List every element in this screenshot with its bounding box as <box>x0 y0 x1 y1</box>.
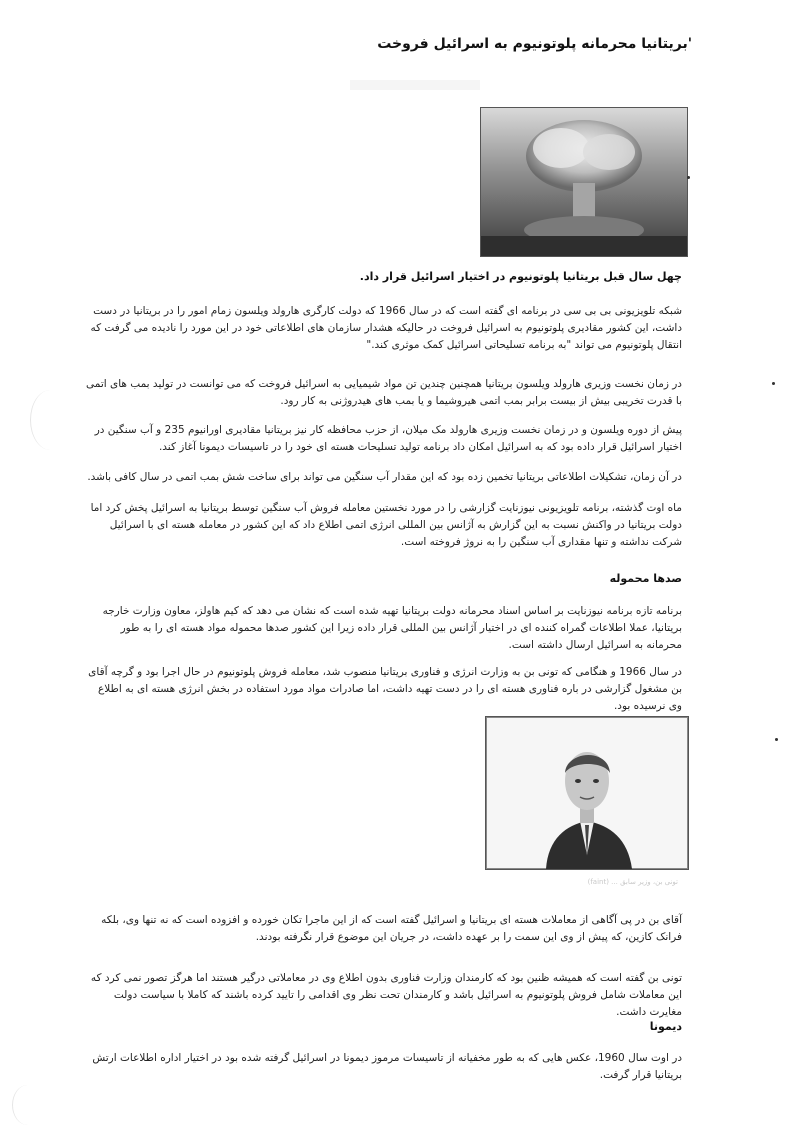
paragraph: آقای بن در پی آگاهی از معاملات هسته ای بریتانیا و اسرائیل گفته است که از این ماجرا تکان خورده و افزوده است که نه تنها وی، بلکه فرانک کازین، که پیش از وی این سمت را بر عهده داشت، در جریان این موضوع قرار نگرفته بودند. <box>101 914 682 943</box>
section-heading: دیمونا <box>649 1020 682 1033</box>
scan-dot <box>772 382 775 385</box>
paragraph: ماه اوت گذشته، برنامه تلویزیونی نیوزنایت گزارشی را در مورد نخستین معامله فروش آب سنگین توسط بریتانیا به اسرائیل پخش کرد اما دولت بریتانیا در واکنش نسبت به این گزارش به آژانس بین المللی انرژی اتمی اطلاع داد که این کشور در معامله هسته ای با اسرائیل شرکت نداشته و تنها مقداری آب سنگین را به نروژ فروخته است. <box>90 502 682 548</box>
paragraph: در زمان نخست وزیری هارولد ویلسون بریتانیا همچنین چندین تن مواد شیمیایی به اسرائیل فروخت که می توانست در تولید بمب های اتمی با قدرت تخریبی بیش از بیست برابر بمب اتمی هیروشیما و یا بمب های هیدروژنی به کار رود. <box>86 378 682 407</box>
paragraph: برنامه تازه برنامه نیوزنایت بر اساس اسناد محرمانه دولت بریتانیا تهیه شده است که نشان می دهد که کیم هاولز، معاون وزارت خارجه بریتانیا، عملا اطلاعات گمراه کننده ای در اختیار آژانس بین المللی قرار داده زیرا این کشور صدها محموله مواد هسته ای را به طور محرمانه به اسرائیل ارسال داشته است. <box>102 605 682 651</box>
paragraph: شبکه تلویزیونی بی بی سی در برنامه ای گفته است که در سال 1966 که دولت کارگری هارولد ویلسون زمام امور را در بریتانیا در دست داشت، این کشور مقادیری پلوتونیوم به اسرائیل فروخت در حالیکه هشدار سازمان های اطلاعاتی خود در این مورد را نادیده می گرفت که انتقال پلوتونیوم می تواند "به برنامه تسلیحاتی اسرائیل کمک موثری کند." <box>90 305 682 351</box>
scan-dot <box>687 176 690 179</box>
article-title: 'بریتانیا محرمانه پلوتونیوم به اسرائیل فروخت <box>377 36 692 52</box>
scan-dot <box>775 738 778 741</box>
paragraph: در اوت سال 1960، عکس هایی که به طور مخفیانه از تاسیسات مرموز دیمونا در اسرائیل گرفته شده بود در اختیار اداره اطلاعات ارتش بریتانیا قرار گرفت. <box>92 1052 682 1081</box>
portrait-photo <box>485 716 689 870</box>
photo-caption: چهل سال قبل بریتانیا پلوتونیوم در اختیار اسرائیل قرار داد. <box>359 270 682 283</box>
paragraph: تونی بن گفته است که همیشه ظنین بود که کارمندان وزارت فناوری بدون اطلاع وی در معاملاتی درگیر هستند اما هرگز تصور نمی کرد که این معاملات شامل فروش پلوتونیوم به اسرائیل باشد و کارمندان تحت نظر وی اقدامی را تایید کرده باشند که کاملا با سیاست دولت مغایرت داشت. <box>90 972 682 1018</box>
portrait-caption: تونی بن، وزیر سابق ... (faint) <box>587 878 678 886</box>
paragraph: در آن زمان، تشکیلات اطلاعاتی بریتانیا تخمین زده بود که این مقدار آب سنگین می تواند برای ساخت شش بمب اتمی در سال کافی باشد. <box>87 471 682 483</box>
scan-arc <box>12 1085 43 1125</box>
paragraph: در سال 1966 و هنگامی که تونی بن به وزارت انرژی و فناوری بریتانیا منصوب شد، معامله فروش پلوتونیوم در حال اجرا بود و گرچه آقای بن مشغول گزارشی در باره فناوری هسته ای را در دست تهیه داشت، اما صادرات مواد مورد استفاده در بخش انرژی هسته ای به اطلاع وی نرسیده بود. <box>88 666 682 712</box>
scan-arc <box>30 390 71 450</box>
mushroom-cloud-photo <box>480 107 688 257</box>
section-heading: صدها محموله <box>609 572 682 585</box>
scan-shadow <box>350 80 480 90</box>
paragraph: پیش از دوره ویلسون و در زمان نخست وزیری هارولد مک میلان، از حزب محافظه کار نیز بریتانیا مقادیری اورانیوم 235 و آب سنگین در اختیار اسرائیل قرار داده بود که به اسرائیل امکان داد برنامه تولید تسلیحات هسته ای خود را در تاسیسات دیمونا آغاز کند. <box>94 424 682 453</box>
